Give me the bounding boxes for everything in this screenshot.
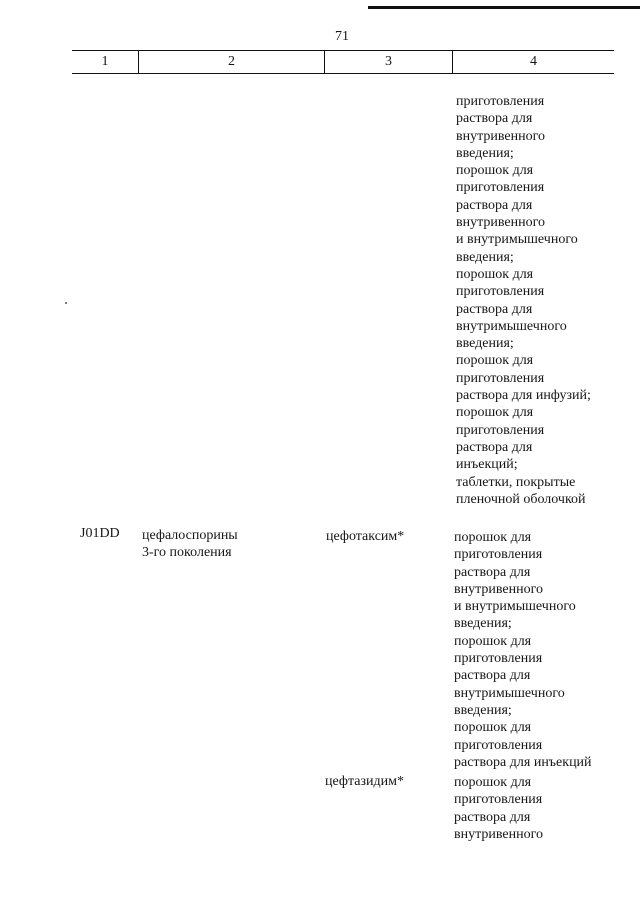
drug-name-ceftazidime: цефтазидим* [325, 774, 404, 789]
column-header-1: 1 [101, 54, 109, 69]
continued-dosage-forms: приготовления раствора для внутривенного введения; порошок для приготовления раствора для внутривенного и внутримышечного введения; порошок для приготовления раствора для внутримышечного введения; порошок для приготовления раствора для инфузий; порошок для приготовления раствора для инъекций; таблетки, покрытые пленочной оболочкой [456, 94, 591, 507]
dosage-forms-cefotaxime: порошок для приготовления раствора для внутривенного и внутримышечного введения; порошок для приготовления раствора для внутримышечного введения; порошок для приготовления раствора для инъекций [454, 530, 592, 770]
table-header-row [72, 50, 614, 74]
atc-code: J01DD [80, 526, 120, 541]
drug-name-cefotaxime: цефотаксим* [326, 529, 405, 544]
dosage-forms-ceftazidime: порошок для приготовления раствора для внутривенного [454, 775, 544, 842]
column-header-2: 2 [138, 51, 324, 73]
page-number: 71 [335, 29, 349, 44]
top-rule [368, 6, 640, 9]
column-header-3: 3 [324, 51, 452, 73]
column-header-4: 4 [452, 51, 614, 73]
scan-speck [65, 302, 67, 304]
anatomical-therapeutic-group: цефалоспорины 3-го поколения [142, 528, 238, 561]
